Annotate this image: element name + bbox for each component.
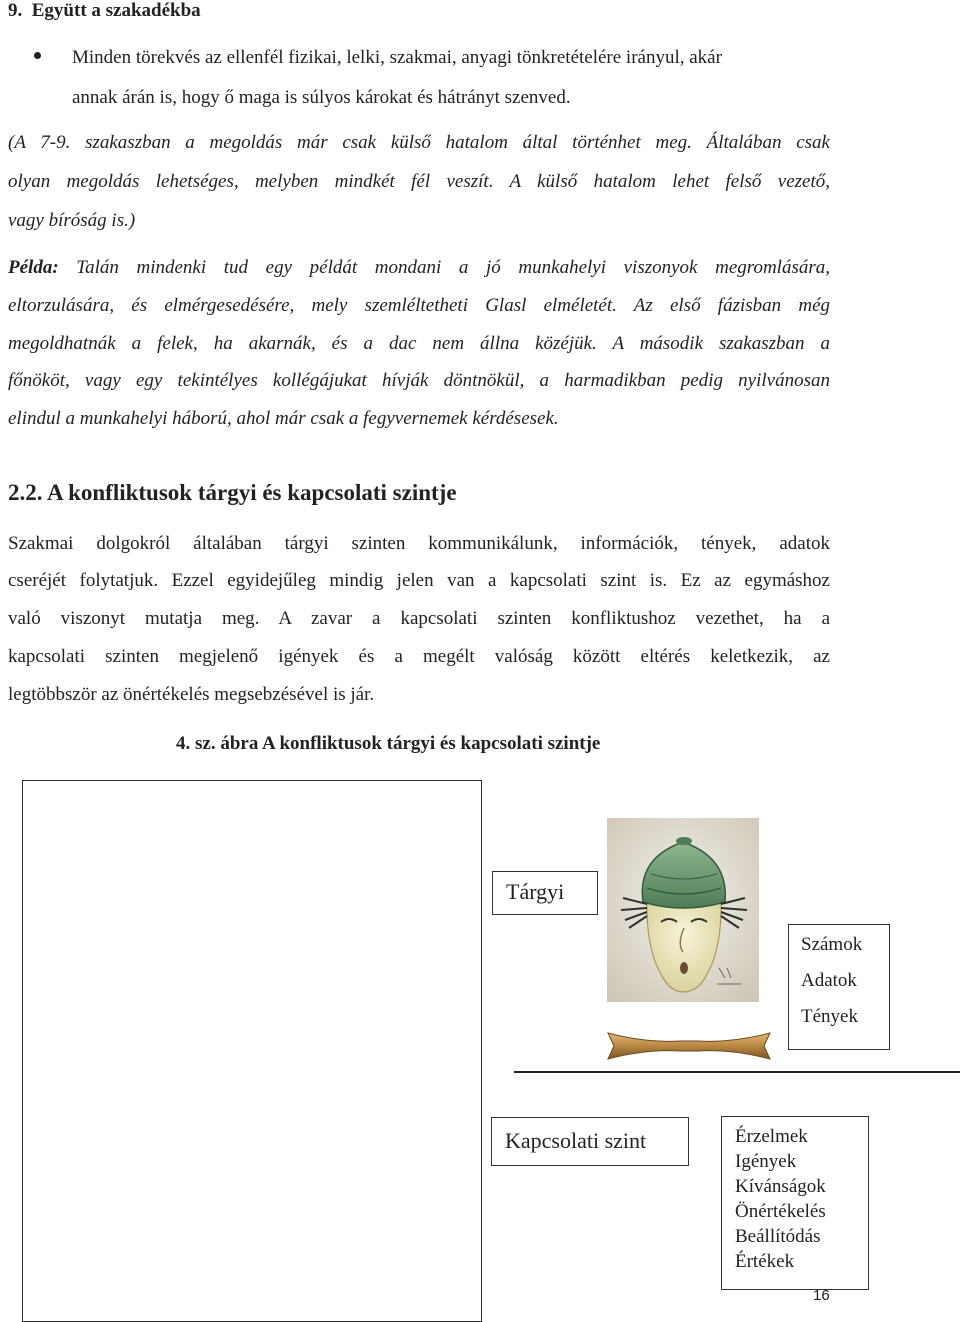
section-line-4: kapcsolati szinten megjelenő igények és a megélt valóság között eltérés keletkezik, az — [8, 646, 830, 667]
targyi-item-3: Tények — [801, 1006, 858, 1027]
kapcsolati-label: Kapcsolati szint — [505, 1128, 647, 1153]
figure-frame — [22, 780, 482, 1322]
kapcsolati-item-3: Kívánságok — [735, 1176, 826, 1197]
bowtie-illustration — [606, 1029, 772, 1063]
level-divider-line — [514, 1071, 960, 1073]
kapcsolati-items-box — [721, 1116, 869, 1290]
example-label: Példa: — [8, 257, 59, 278]
targyi-items-box — [788, 924, 890, 1050]
bowtie-icon — [606, 1029, 772, 1063]
kapcsolati-item-4: Önértékelés — [735, 1201, 826, 1222]
example-line-1-text: Talán mindenki tud egy példát mondani a jó munkahelyi viszonyok megromlására, — [58, 257, 830, 278]
page-number: 16 — [813, 1287, 830, 1304]
note-line-3: vagy bíróság is.) — [8, 210, 136, 231]
targyi-label: Tárgyi — [506, 879, 565, 904]
example-line-1 — [8, 257, 830, 279]
section-line-3: való viszonyt mutatja meg. A zavar a kapcsolati szinten konfliktushoz vezethet, ha a — [8, 608, 830, 629]
note-line-1: (A 7-9. szakaszban a megoldás már csak külső hatalom által történhet meg. Általában csak — [8, 132, 830, 153]
kapcsolati-item-1: Érzelmek — [735, 1126, 808, 1147]
cartoon-face-icon — [607, 818, 759, 1002]
section-line-5: legtöbbször az önértékelés megsebzésével is jár. — [8, 684, 375, 705]
section-line-2: cseréjét folytatjuk. Ezzel egyidejűleg mindig jelen van a kapcsolati szint is. Ez az egymáshoz — [8, 570, 830, 591]
section-heading-9: 9. Együtt a szakadékba — [8, 0, 201, 21]
example-line-3: megoldhatnák a felek, ha akarnák, és a dac nem állna közéjük. A második szakaszban a — [8, 333, 830, 354]
example-line-4: főnököt, vagy egy tekintélyes kollégájukat hívják döntnökül, a harmadikban pedig nyilvánosan — [8, 370, 830, 391]
section-heading-2-2: 2.2. A konfliktusok tárgyi és kapcsolati szintje — [8, 480, 457, 505]
kapcsolati-box — [491, 1117, 689, 1166]
bullet-dot — [34, 52, 41, 59]
note-line-2: olyan megoldás lehetséges, melyben mindkét fél veszít. A külső hatalom lehet felső vezető, — [8, 171, 830, 192]
kapcsolati-item-2: Igények — [735, 1151, 797, 1172]
targyi-item-2: Adatok — [801, 970, 857, 991]
targyi-box — [492, 871, 598, 915]
example-line-2: eltorzulására, és elmérgesedésére, mely szemléltetheti Glasl elméletét. Az első fázisban még — [8, 295, 830, 316]
section-line-1: Szakmai dolgokról általában tárgyi szinten kommunikálunk, információk, tények, adatok — [8, 533, 830, 554]
kapcsolati-item-5: Beállítódás — [735, 1226, 821, 1247]
example-line-5: elindul a munkahelyi háború, ahol már csak a fegyvernemek kérdésesek. — [8, 408, 559, 429]
figure-caption: 4. sz. ábra A konfliktusok tárgyi és kapcsolati szintje — [176, 733, 601, 754]
cartoon-face-illustration — [607, 818, 759, 1002]
kapcsolati-item-6: Értékek — [735, 1251, 795, 1272]
bullet-line-2: annak árán is, hogy ő maga is súlyos károkat és hátrányt szenved. — [72, 87, 571, 108]
bullet-line-1: Minden törekvés az ellenfél fizikai, lelki, szakmai, anyagi tönkretételére irányul, akár — [72, 47, 722, 68]
targyi-item-1: Számok — [801, 934, 863, 955]
